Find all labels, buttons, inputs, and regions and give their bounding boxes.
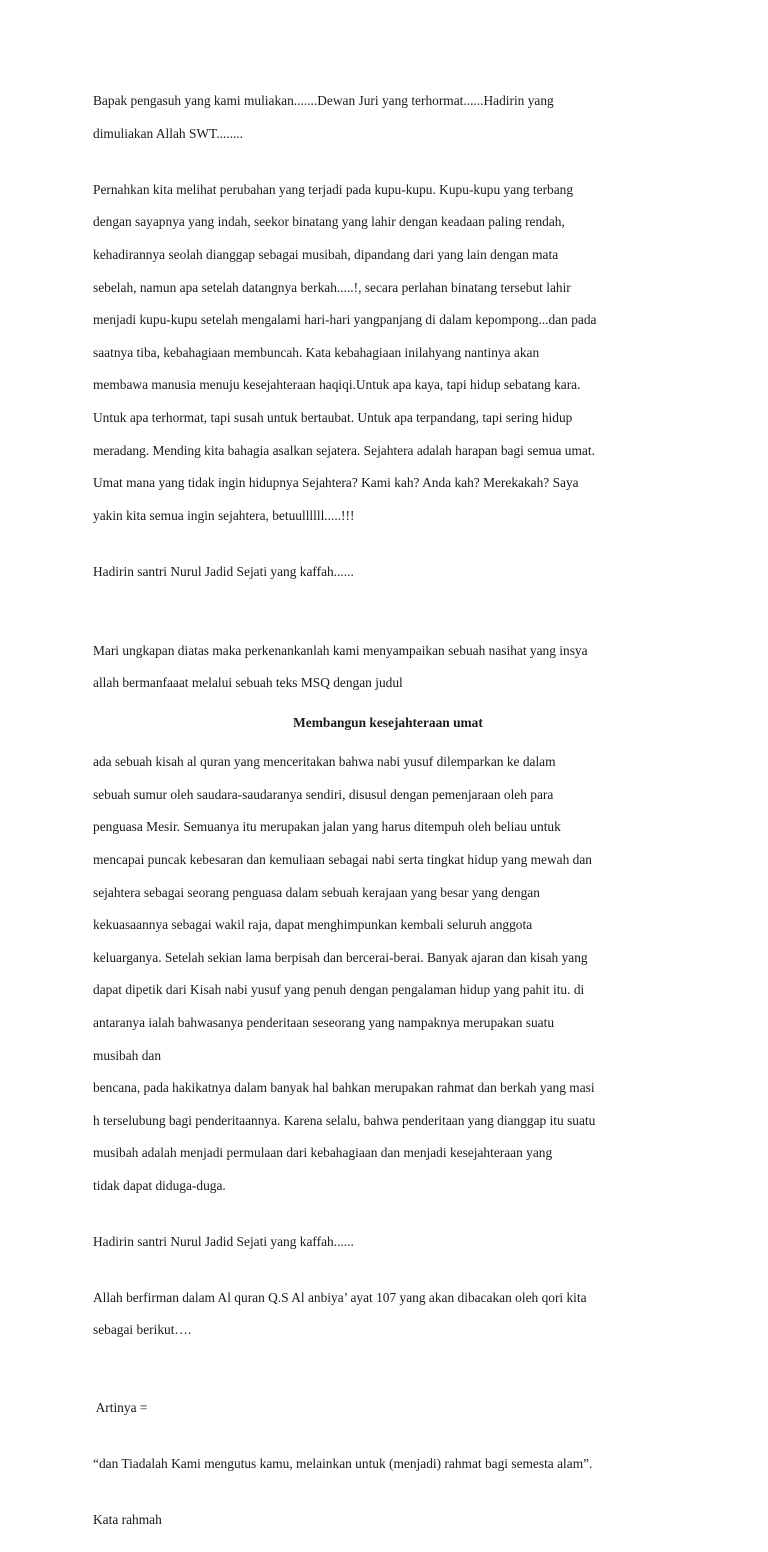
text-line: saatnya tiba, kebahagiaan membuncah. Kata kebahagiaan inilahyang nantinya akan [93, 344, 540, 360]
text-line: antaranya ialah bahwasanya penderitaan seseorang yang nampaknya merupakan suatu [93, 1015, 555, 1031]
opening-paragraph [93, 77, 683, 158]
section-title: Membangun kesejahteraan umat [293, 714, 483, 730]
text-line: meradang. Mending kita bahagia asalkan sejatera. Sejahtera adalah harapan bagi semua umat. [93, 442, 595, 458]
text-line: dapat dipetik dari Kisah nabi yusuf yang penuh dengan pengalaman hidup yang pahit itu. di [93, 982, 585, 998]
text-line: sebelah, namun apa setelah datangnya berkah.....!, secara perlahan binatang tersebut lahir [93, 279, 571, 295]
text-line: Allah berfirman dalam Al quran Q.S Al anbiya’ ayat 107 yang akan dibacakan oleh qori kita [93, 1289, 587, 1305]
text-line: Pernahkan kita melihat perubahan yang terjadi pada kupu-kupu. Kupu-kupu yang terbang [93, 181, 574, 197]
text-line: h terselubung bagi penderitaannya. Karena selalu, bahwa penderitaan yang dianggap itu suatu [93, 1112, 596, 1128]
closing-paragraph [93, 1496, 683, 1545]
text-line: keluarganya. Setelah sekian lama berpisah dan bercerai-berai. Banyak ajaran dan kisah yang [93, 949, 588, 965]
blank-line [93, 603, 683, 626]
text-line: tidak dapat diduga-duga. [93, 1178, 226, 1193]
story-paragraph [93, 738, 683, 1211]
text-line: Mari ungkapan diatas maka perkenankanlah kami menyampaikan sebuah nasihat yang insya [93, 642, 588, 658]
text-line: ada sebuah kisah al quran yang menceritakan bahwa nabi yusuf dilemparkan ke dalam [93, 754, 556, 770]
text-line: kehadirannya seolah dianggap sebagai musibah, dipandang dari yang lain dengan mata [93, 246, 559, 262]
greeting-paragraph [93, 547, 683, 596]
text-line: Hadirin santri Nurul Jadid Sejati yang kaffah...... [93, 563, 354, 579]
document-body [93, 77, 683, 1552]
text-line: dengan sayapnya yang indah, seekor binatang yang lahir dengan keadaan paling rendah, [93, 214, 565, 230]
meaning-label [93, 1384, 683, 1433]
transition-paragraph [93, 626, 683, 707]
greeting-paragraph [93, 1218, 683, 1267]
text-line: Untuk apa terhormat, tapi susah untuk bertaubat. Untuk apa terpandang, tapi sering hidup [93, 409, 573, 425]
meaning-paragraph [93, 1440, 683, 1489]
text-line: membawa manusia menuju kesejahteraan haqiqi.Untuk apa kaya, tapi hidup sebatang kara. [93, 377, 581, 393]
text-line: Umat mana yang tidak ingin hidupnya Sejahtera? Kami kah? Anda kah? Merekakah? Saya [93, 475, 579, 491]
text-line: yakin kita semua ingin sejahtera, betuullllll.....!!! [93, 507, 355, 523]
text-line: musibah adalah menjadi permulaan dari kebahagiaan dan menjadi kesejahteraan yang [93, 1145, 553, 1161]
text-line: Kata rahmah [93, 1512, 162, 1528]
text-line: bencana, pada hakikatnya dalam banyak hal bahkan merupakan rahmat dan berkah yang masi [93, 1080, 595, 1096]
text-line: menjadi kupu-kupu setelah mengalami hari-hari yangpanjang di dalam kepompong...dan pada [93, 312, 597, 328]
text-line: kekuasaannya sebagai wakil raja, dapat menghimpunkan kembali seluruh anggota [93, 917, 533, 933]
text-line: penguasa Mesir. Semuanya itu merupakan jalan yang harus ditempuh oleh beliau untuk [93, 819, 561, 835]
verse-intro-paragraph [93, 1273, 683, 1354]
text-line: “dan Tiadalah Kami mengutus kamu, melainkan untuk (menjadi) rahmat bagi semesta alam”. [93, 1456, 593, 1472]
text-line: Hadirin santri Nurul Jadid Sejati yang kaffah...... [93, 1233, 354, 1249]
text-line: musibah dan [93, 1047, 162, 1063]
blank-line [93, 1362, 683, 1384]
text-line: mencapai puncak kebesaran dan kemuliaan sebagai nabi serta tingkat hidup yang mewah dan [93, 852, 592, 868]
text-line: Bapak pengasuh yang kami muliakan.......Dewan Juri yang terhormat......Hadirin yang [93, 93, 554, 109]
text-line: sebagai berikut…. [93, 1322, 192, 1338]
text-line: sebuah sumur oleh saudara-saudaranya sendiri, disusul dengan pemenjaraan oleh para [93, 786, 554, 802]
text-line: sejahtera sebagai seorang penguasa dalam sebuah kerajaan yang besar yang dengan [93, 884, 540, 900]
text-line: allah bermanfaaat melalui sebuah teks MSQ dengan judul [93, 675, 403, 691]
intro-paragraph [93, 165, 683, 540]
text-line: dimuliakan Allah SWT........ [93, 125, 244, 141]
text-line: Artinya = [93, 1400, 148, 1416]
